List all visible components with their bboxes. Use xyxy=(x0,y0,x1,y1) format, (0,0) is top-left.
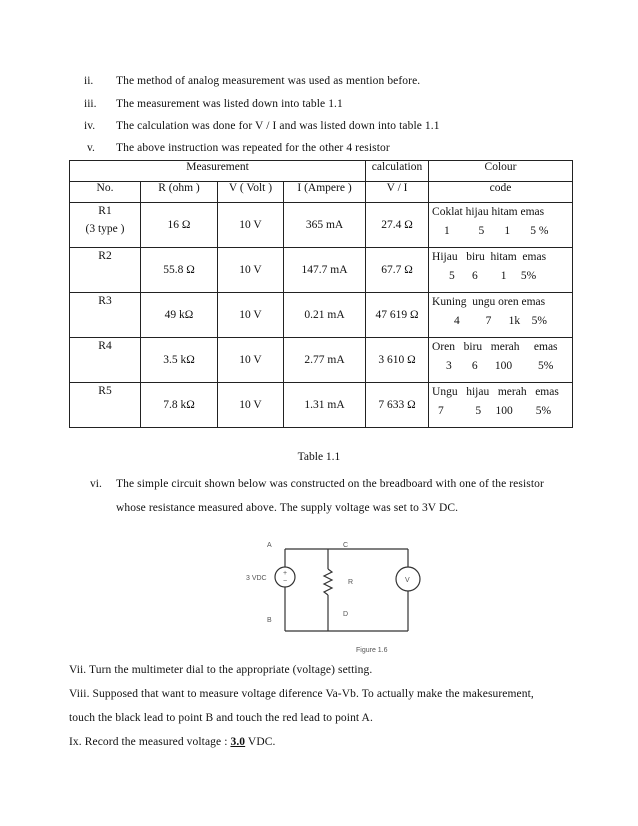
point-b-label: B xyxy=(267,617,272,624)
step-text: The above instruction was repeated for the other 4 resistor xyxy=(116,142,390,154)
colour-names: Hijau biru hitam emas xyxy=(432,251,547,263)
table-row xyxy=(70,338,573,383)
header-v: V ( Volt ) xyxy=(218,182,284,203)
colour-names: Ungu hijau merah emas xyxy=(432,386,559,398)
step-text: whose resistance measured above. The supply voltage was set to 3V DC. xyxy=(116,502,459,514)
step-text: Vii. Turn the multimeter dial to the appropriate (voltage) setting. xyxy=(69,664,373,676)
colour-values: 3 6 100 5% xyxy=(446,360,554,372)
header-measurement: Measurement xyxy=(70,161,366,182)
step-text: The method of analog measurement was used as mention before. xyxy=(116,75,421,87)
step-number: iv. xyxy=(84,120,96,132)
cell-r: 7.8 kΩ xyxy=(141,383,218,428)
colour-values: 1 5 1 5 % xyxy=(444,225,549,237)
circuit-diagram xyxy=(240,527,447,658)
resistor-symbol xyxy=(324,569,332,595)
cell-i: 147.7 mA xyxy=(284,248,366,293)
cell-colour-code xyxy=(429,203,573,248)
cell-i: 1.31 mA xyxy=(284,383,366,428)
step-text: The simple circuit shown below was constructed on the breadboard with one of the resistor xyxy=(116,478,544,490)
cell-vi: 47 619 Ω xyxy=(366,293,429,338)
figure-caption: Figure 1.6 xyxy=(356,647,388,654)
measured-voltage-value: 3.0 xyxy=(230,736,246,748)
row-no: R5 xyxy=(70,383,141,428)
cell-i: 365 mA xyxy=(284,203,366,248)
point-a-label: A xyxy=(267,542,272,549)
source-label: 3 VDC xyxy=(246,575,267,582)
point-c-label: C xyxy=(343,542,349,549)
cell-colour-code xyxy=(429,293,573,338)
header-r: R (ohm ) xyxy=(141,182,218,203)
table-column-header xyxy=(70,182,573,203)
cell-v: 10 V xyxy=(218,338,284,383)
cell-v: 10 V xyxy=(218,293,284,338)
cell-vi: 67.7 Ω xyxy=(366,248,429,293)
voltmeter-label: V xyxy=(405,577,410,584)
cell-vi: 7 633 Ω xyxy=(366,383,429,428)
colour-values: 5 6 1 5% xyxy=(449,270,537,282)
step-number: vi. xyxy=(90,478,102,490)
header-colour: Colour xyxy=(429,161,573,182)
step-number: ii. xyxy=(84,75,94,87)
header-i: I (Ampere ) xyxy=(284,182,366,203)
step-number: v. xyxy=(87,142,95,154)
colour-names: Coklat hijau hitam emas xyxy=(432,206,545,218)
cell-r: 3.5 kΩ xyxy=(141,338,218,383)
cell-r: 16 Ω xyxy=(141,203,218,248)
step-text: touch the black lead to point B and touch the red lead to point A. xyxy=(69,712,373,724)
cell-v: 10 V xyxy=(218,248,284,293)
cell-v: 10 V xyxy=(218,203,284,248)
header-vi: V / I xyxy=(366,182,429,203)
cell-i: 2.77 mA xyxy=(284,338,366,383)
cell-colour-code xyxy=(429,383,573,428)
point-d-label: D xyxy=(343,611,349,618)
plus-sign: + xyxy=(283,570,288,577)
step-text: Viii. Supposed that want to measure voltage diference Va-Vb. To actually make the makesurement, xyxy=(69,688,534,700)
cell-r: 49 kΩ xyxy=(141,293,218,338)
colour-names: Kuning ungu oren emas xyxy=(432,296,546,308)
cell-vi: 3 610 Ω xyxy=(366,338,429,383)
cell-v: 10 V xyxy=(218,383,284,428)
results-table xyxy=(69,160,573,428)
cell-i: 0.21 mA xyxy=(284,293,366,338)
row-no: R3 xyxy=(70,293,141,338)
step-number: iii. xyxy=(84,98,97,110)
table-row xyxy=(70,203,573,248)
table-row xyxy=(70,293,573,338)
cell-colour-code xyxy=(429,338,573,383)
row-no: R1 xyxy=(98,205,112,217)
header-no: No. xyxy=(70,182,141,203)
table-group-header xyxy=(70,161,573,182)
table-caption: Table 1.1 xyxy=(297,451,341,463)
table-row xyxy=(70,248,573,293)
row-no: R4 xyxy=(70,338,141,383)
step-text-record xyxy=(69,736,275,748)
row-no: R2 xyxy=(70,248,141,293)
table-row xyxy=(70,383,573,428)
row-note: (3 type ) xyxy=(85,223,125,235)
cell-vi: 27.4 Ω xyxy=(366,203,429,248)
colour-names: Oren biru merah emas xyxy=(432,341,558,353)
cell-r: 55.8 Ω xyxy=(141,248,218,293)
colour-values: 7 5 100 5% xyxy=(438,405,552,417)
step-text: The calculation was done for V / I and was listed down into table 1.1 xyxy=(116,120,440,132)
resistor-label: R xyxy=(348,579,354,586)
header-calculation: calculation xyxy=(366,161,429,182)
step-text: The measurement was listed down into table 1.1 xyxy=(116,98,343,110)
colour-values: 4 7 1k 5% xyxy=(454,315,547,327)
header-code: code xyxy=(429,182,573,203)
record-prefix: Ix. Record the measured voltage : xyxy=(69,736,231,748)
minus-sign: − xyxy=(283,578,288,585)
cell-colour-code xyxy=(429,248,573,293)
record-suffix: VDC. xyxy=(245,736,276,748)
